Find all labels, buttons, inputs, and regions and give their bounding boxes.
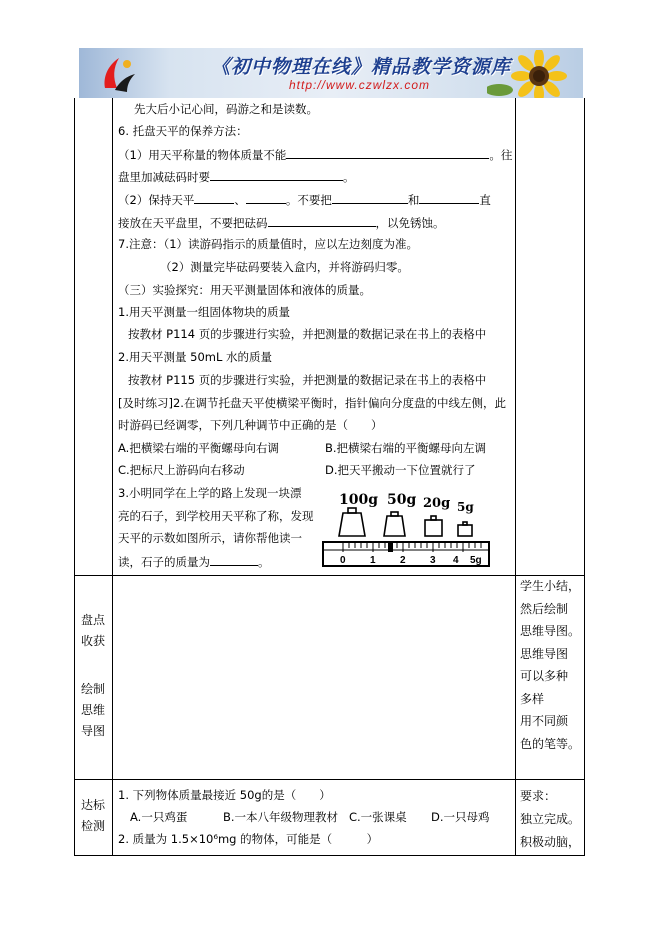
fill-blank[interactable] (268, 214, 376, 227)
text-fragment: 。 (343, 170, 355, 184)
text-line: [及时练习]2.在调节托盘天平使横梁平衡时，指针偏向分度盘的中线左侧，此 (118, 396, 506, 410)
note-line: 要求： (520, 789, 557, 803)
fill-blank[interactable] (246, 191, 286, 204)
fill-blank[interactable] (210, 553, 258, 566)
table-border-inner-left (112, 98, 113, 856)
fill-blank[interactable] (419, 191, 479, 204)
fill-blank[interactable] (194, 191, 234, 204)
text-fragment: 和 (407, 193, 420, 207)
note-line: 用不同颜 (520, 714, 569, 728)
scale-label: 5g (470, 555, 482, 566)
text-line (118, 553, 270, 570)
text-fragment: 盘里加减砝码时要 (118, 170, 210, 184)
scale-label: 2 (400, 555, 406, 566)
balance-weights-figure (321, 490, 491, 570)
fill-blank[interactable] (210, 168, 343, 181)
banner-url[interactable]: http://www.czwlzx.com (289, 78, 431, 92)
option-a: A.一只鸡蛋 (130, 810, 188, 824)
table-row-divider (74, 779, 585, 780)
scale-label: 1 (370, 555, 376, 566)
fill-blank[interactable] (286, 146, 489, 159)
test-question: 1. 下列物体质量最接近 50g的是（ ） (118, 788, 331, 802)
text-fragment: 。不要把 (285, 193, 332, 207)
text-line: （三）实验探究：用天平测量固体和液体的质量。 (118, 283, 371, 297)
text-line: 3.小明同学在上学的路上发现一块漂 (118, 486, 302, 500)
option-b: B.一本八年级物理教材 (223, 810, 339, 824)
label-line: 思维 (80, 703, 105, 717)
text-fragment: ，以免锈蚀。 (375, 216, 445, 230)
note-line: 积极动脑， (520, 835, 581, 849)
text-line: 按教材 P114 页的步骤进行实验，并把测量的数据记录在书上的表格中 (128, 327, 487, 341)
text-fragment: 直 (479, 193, 491, 207)
label-line: 盘点 (80, 613, 105, 627)
text-line (118, 214, 445, 231)
option-b: B.把横梁右端的平衡螺母向左调 (325, 441, 487, 455)
label-line: 收获 (80, 634, 105, 648)
text-line: 2.用天平测量 50mL 水的质量 (118, 350, 273, 364)
text-line: 先大后小记心间，码游之和是读数。 (134, 102, 318, 116)
test-note (520, 785, 582, 854)
scale-label: 0 (340, 555, 346, 566)
text-line (118, 191, 491, 208)
text-line (118, 146, 512, 163)
note-line: 多样 (520, 691, 545, 706)
text-line (118, 168, 355, 185)
note-line: 然后绘制 (520, 601, 569, 616)
weight-label: 100g (339, 492, 379, 508)
mindmap-label (76, 679, 110, 742)
text-line: 时游码已经调零，下列几种调节中正确的是（ ） (118, 418, 383, 432)
text-fragment: 读，石子的质量为 (118, 555, 210, 569)
label-line: 检测 (80, 819, 105, 833)
table-border-left (74, 98, 75, 856)
table-row-divider (74, 575, 585, 576)
text-line: 1.用天平测量一组固体物块的质量 (118, 305, 290, 319)
weight-label: 50g (387, 492, 417, 508)
summary-label (76, 610, 110, 652)
weight-label: 20g (423, 496, 451, 511)
note-line: 思维导图 (520, 646, 569, 661)
option-c: C.把标尺上游码向右移动 (118, 463, 245, 477)
note-line: 学生小结， (520, 579, 581, 593)
text-fragment: （1）用天平称量的物体质量不能 (118, 148, 287, 162)
table-border-right (584, 98, 585, 856)
test-question: 2. 质量为 1.5×10⁶mg 的物体，可能是（ ） (118, 832, 379, 846)
table-border-bottom (74, 855, 585, 856)
note-line: 独立完成。 (520, 812, 581, 826)
label-line: 导图 (80, 724, 105, 738)
text-fragment: 。 (258, 555, 270, 569)
option-a: A.把横梁右端的平衡螺母向右调 (118, 441, 279, 455)
text-fragment: 接放在天平盘里，不要把砝码 (118, 216, 268, 230)
site-logo-icon (97, 54, 137, 94)
text-fragment: 。往 (489, 148, 513, 162)
label-line: 绘制 (80, 682, 105, 696)
text-fragment: 、 (234, 193, 246, 207)
text-fragment: （2）保持天平 (118, 193, 195, 207)
text-line: 亮的石子，到学校用天平称了称，发现 (118, 509, 314, 523)
note-line: 思维导图。 (520, 624, 581, 638)
option-d: D.把天平搬动一下位置就行了 (325, 463, 476, 477)
scale-label: 3 (430, 555, 436, 566)
note-line: 可以多种 (520, 669, 569, 683)
option-c: C.一张课桌 (349, 810, 407, 824)
text-line: 7.注意：（1）读游码指示的质量值时，应以左边刻度为准。 (118, 237, 419, 251)
weight-label: 5g (457, 500, 474, 514)
text-line: 6. 托盘天平的保养方法： (118, 124, 248, 138)
table-border-inner-right (515, 98, 516, 856)
text-line: 按教材 P115 页的步骤进行实验，并把测量的数据记录在书上的表格中 (128, 373, 487, 387)
note-line: 色的笔等。 (520, 736, 581, 751)
sunflower-icon (487, 50, 577, 98)
text-line: （2）测量完毕砝码要装入盒内，并将游码归零。 (160, 260, 409, 274)
test-label (76, 795, 110, 837)
summary-note (520, 575, 582, 755)
option-d: D.一只母鸡 (431, 810, 490, 824)
header-banner (79, 48, 583, 98)
scale-label: 4 (453, 555, 459, 566)
text-line: 天平的示数如图所示，请你帮他读一 (118, 531, 302, 545)
fill-blank[interactable] (332, 191, 408, 204)
banner-title: 《初中物理在线》精品教学资源库 (211, 56, 512, 78)
label-line: 达标 (80, 798, 105, 812)
